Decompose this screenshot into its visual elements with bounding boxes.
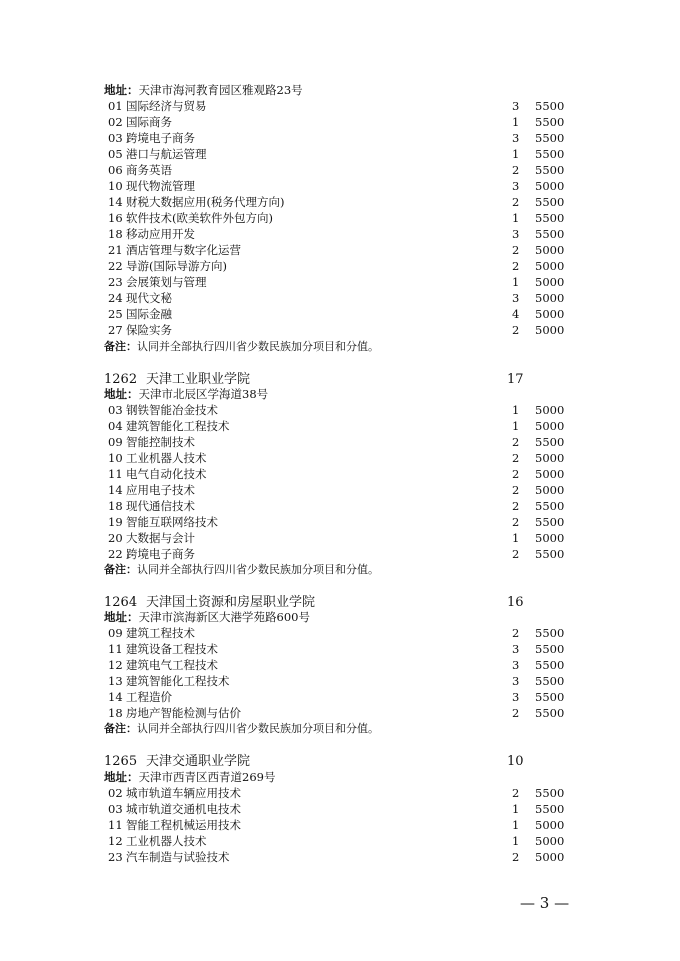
school-address — [104, 609, 310, 625]
major-code: 11 — [108, 642, 123, 656]
major-row — [0, 498, 680, 514]
major-code: 14 — [108, 195, 123, 209]
major-row — [0, 530, 680, 546]
major-code: 02 — [108, 115, 123, 129]
major-fee: 5500 — [535, 99, 565, 113]
major-count: 3 — [512, 99, 520, 113]
major-count: 2 — [512, 451, 520, 465]
major-code: 06 — [108, 163, 123, 177]
major-count: 4 — [512, 307, 520, 321]
major-code: 27 — [108, 323, 123, 337]
major-count: 2 — [512, 706, 520, 720]
school-code: 1265 — [104, 754, 138, 769]
major-name: 跨境电子商务 — [126, 547, 195, 561]
major-fee: 5000 — [535, 531, 565, 545]
major-count: 1 — [512, 834, 520, 848]
major-count: 3 — [512, 658, 520, 672]
major-code: 03 — [108, 131, 123, 145]
major-row — [0, 322, 680, 338]
major-fee: 5500 — [535, 547, 565, 561]
major-code: 14 — [108, 483, 123, 497]
school-total: 16 — [507, 595, 524, 610]
note-text: 认同并全部执行四川省少数民族加分项目和分值。 — [137, 340, 379, 353]
major-count: 2 — [512, 850, 520, 864]
school-address — [104, 386, 268, 402]
major-count: 1 — [512, 115, 520, 129]
school-note — [104, 339, 379, 355]
major-name: 钢铁智能冶金技术 — [126, 403, 218, 417]
major-name: 大数据与会计 — [126, 531, 195, 545]
major-row — [0, 130, 680, 146]
major-row — [0, 625, 680, 641]
major-row — [0, 785, 680, 801]
major-code: 18 — [108, 227, 123, 241]
major-row — [0, 657, 680, 673]
major-row — [0, 306, 680, 322]
major-row — [0, 210, 680, 226]
major-row — [0, 98, 680, 114]
major-name: 智能控制技术 — [126, 435, 195, 449]
major-name: 国际金融 — [126, 307, 172, 321]
major-fee: 5000 — [535, 259, 565, 273]
major-row — [0, 242, 680, 258]
major-count: 1 — [512, 419, 520, 433]
major-row — [0, 817, 680, 833]
major-code: 22 — [108, 259, 123, 273]
major-code: 03 — [108, 403, 123, 417]
major-fee: 5500 — [535, 211, 565, 225]
major-fee: 5500 — [535, 786, 565, 800]
major-name: 商务英语 — [126, 163, 172, 177]
major-fee: 5500 — [535, 435, 565, 449]
page-number: — 3 — — [520, 894, 570, 912]
major-count: 2 — [512, 499, 520, 513]
major-fee: 5000 — [535, 483, 565, 497]
major-row — [0, 849, 680, 865]
school-name: 天津交通职业学院 — [146, 754, 251, 769]
major-count: 2 — [512, 163, 520, 177]
address-text: 天津市滨海新区大港学苑路600号 — [138, 610, 310, 624]
major-fee: 5000 — [535, 818, 565, 832]
major-code: 05 — [108, 147, 123, 161]
major-row — [0, 466, 680, 482]
major-name: 城市轨道交通机电技术 — [126, 802, 241, 816]
major-code: 18 — [108, 499, 123, 513]
major-code: 09 — [108, 435, 123, 449]
major-row — [0, 402, 680, 418]
major-name: 港口与航运管理 — [126, 147, 207, 161]
major-code: 10 — [108, 451, 123, 465]
major-fee: 5000 — [535, 834, 565, 848]
major-name: 建筑智能化工程技术 — [126, 419, 230, 433]
major-fee: 5500 — [535, 115, 565, 129]
major-fee: 5500 — [535, 626, 565, 640]
major-code: 12 — [108, 658, 123, 672]
major-fee: 5500 — [535, 195, 565, 209]
major-count: 2 — [512, 626, 520, 640]
major-name: 移动应用开发 — [126, 227, 195, 241]
major-fee: 5000 — [535, 403, 565, 417]
major-name: 国际商务 — [126, 115, 172, 129]
major-row — [0, 418, 680, 434]
major-count: 2 — [512, 435, 520, 449]
major-name: 酒店管理与数字化运营 — [126, 243, 241, 257]
major-fee: 5500 — [535, 515, 565, 529]
major-row — [0, 274, 680, 290]
major-code: 16 — [108, 211, 123, 225]
major-code: 04 — [108, 419, 123, 433]
major-count: 1 — [512, 403, 520, 417]
major-code: 01 — [108, 99, 123, 113]
major-fee: 5500 — [535, 802, 565, 816]
note-text: 认同并全部执行四川省少数民族加分项目和分值。 — [137, 563, 379, 576]
major-count: 3 — [512, 690, 520, 704]
major-name: 建筑智能化工程技术 — [126, 674, 230, 688]
major-fee: 5000 — [535, 243, 565, 257]
major-fee: 5000 — [535, 323, 565, 337]
major-code: 13 — [108, 674, 123, 688]
major-fee: 5000 — [535, 467, 565, 481]
major-count: 3 — [512, 227, 520, 241]
school-note — [104, 562, 379, 578]
major-row — [0, 194, 680, 210]
major-count: 2 — [512, 786, 520, 800]
major-fee: 5500 — [535, 163, 565, 177]
major-fee: 5500 — [535, 147, 565, 161]
school-address — [104, 82, 303, 98]
address-label: 地址： — [104, 387, 139, 401]
address-label: 地址： — [104, 770, 139, 784]
major-row — [0, 705, 680, 721]
major-fee: 5000 — [535, 307, 565, 321]
major-fee: 5000 — [535, 291, 565, 305]
major-fee: 5500 — [535, 674, 565, 688]
major-count: 3 — [512, 179, 520, 193]
major-name: 汽车制造与试验技术 — [126, 850, 230, 864]
major-row — [0, 546, 680, 562]
major-row — [0, 482, 680, 498]
major-count: 3 — [512, 291, 520, 305]
major-name: 城市轨道车辆应用技术 — [126, 786, 241, 800]
major-name: 智能互联网络技术 — [126, 515, 218, 529]
major-fee: 5500 — [535, 690, 565, 704]
major-name: 保险实务 — [126, 323, 172, 337]
major-code: 12 — [108, 834, 123, 848]
major-row — [0, 801, 680, 817]
major-count: 3 — [512, 642, 520, 656]
major-name: 工程造价 — [126, 690, 172, 704]
major-fee: 5500 — [535, 642, 565, 656]
major-code: 18 — [108, 706, 123, 720]
major-code: 23 — [108, 850, 123, 864]
major-count: 1 — [512, 818, 520, 832]
major-fee: 5500 — [535, 499, 565, 513]
major-row — [0, 641, 680, 657]
major-name: 财税大数据应用(税务代理方向) — [126, 195, 285, 209]
school-total: 10 — [507, 754, 524, 769]
major-row — [0, 514, 680, 530]
major-name: 现代文秘 — [126, 291, 172, 305]
major-name: 国际经济与贸易 — [126, 99, 207, 113]
address-text: 天津市西青区西青道269号 — [138, 770, 276, 784]
major-count: 1 — [512, 802, 520, 816]
major-row — [0, 434, 680, 450]
major-name: 会展策划与管理 — [126, 275, 207, 289]
note-text: 认同并全部执行四川省少数民族加分项目和分值。 — [137, 722, 379, 735]
major-name: 电气自动化技术 — [126, 467, 207, 481]
major-code: 09 — [108, 626, 123, 640]
major-count: 1 — [512, 531, 520, 545]
major-count: 2 — [512, 515, 520, 529]
note-label: 备注： — [104, 722, 137, 735]
major-fee: 5500 — [535, 658, 565, 672]
school-name: 天津工业职业学院 — [146, 372, 251, 387]
note-label: 备注： — [104, 563, 137, 576]
major-code: 20 — [108, 531, 123, 545]
major-name: 跨境电子商务 — [126, 131, 195, 145]
major-fee: 5000 — [535, 179, 565, 193]
major-code: 21 — [108, 243, 123, 257]
major-row — [0, 258, 680, 274]
major-name: 智能工程机械运用技术 — [126, 818, 241, 832]
major-name: 软件技术(欧美软件外包方向) — [126, 211, 273, 225]
major-fee: 5500 — [535, 227, 565, 241]
major-name: 应用电子技术 — [126, 483, 195, 497]
major-row — [0, 290, 680, 306]
major-name: 工业机器人技术 — [126, 451, 207, 465]
school-code: 1262 — [104, 372, 138, 387]
major-fee: 5500 — [535, 706, 565, 720]
major-count: 2 — [512, 467, 520, 481]
major-code: 03 — [108, 802, 123, 816]
major-row — [0, 178, 680, 194]
major-fee: 5000 — [535, 419, 565, 433]
major-code: 25 — [108, 307, 123, 321]
major-name: 导游(国际导游方向) — [126, 259, 227, 273]
school-address — [104, 769, 275, 785]
major-row — [0, 162, 680, 178]
school-name: 天津国土资源和房屋职业学院 — [146, 595, 316, 610]
major-count: 2 — [512, 259, 520, 273]
major-fee: 5000 — [535, 850, 565, 864]
address-text: 天津市北辰区学海道38号 — [138, 387, 269, 401]
major-row — [0, 226, 680, 242]
major-count: 1 — [512, 147, 520, 161]
major-name: 建筑工程技术 — [126, 626, 195, 640]
major-count: 3 — [512, 674, 520, 688]
major-code: 14 — [108, 690, 123, 704]
major-name: 建筑电气工程技术 — [126, 658, 218, 672]
major-row — [0, 833, 680, 849]
major-name: 房地产智能检测与估价 — [126, 706, 241, 720]
major-code: 10 — [108, 179, 123, 193]
school-total: 17 — [507, 372, 524, 387]
major-count: 2 — [512, 195, 520, 209]
major-fee: 5500 — [535, 131, 565, 145]
note-label: 备注： — [104, 340, 137, 353]
major-count: 2 — [512, 483, 520, 497]
major-row — [0, 673, 680, 689]
major-name: 建筑设备工程技术 — [126, 642, 218, 656]
school-code: 1264 — [104, 595, 138, 610]
major-row — [0, 146, 680, 162]
major-row — [0, 689, 680, 705]
address-label: 地址： — [104, 610, 139, 624]
address-text: 天津市海河教育园区雅观路23号 — [138, 83, 303, 97]
major-code: 23 — [108, 275, 123, 289]
address-label: 地址： — [104, 83, 139, 97]
major-count: 3 — [512, 131, 520, 145]
major-code: 11 — [108, 467, 123, 481]
major-code: 22 — [108, 547, 123, 561]
major-code: 02 — [108, 786, 123, 800]
major-count: 1 — [512, 275, 520, 289]
major-fee: 5000 — [535, 451, 565, 465]
major-count: 2 — [512, 323, 520, 337]
major-code: 24 — [108, 291, 123, 305]
major-row — [0, 114, 680, 130]
school-note — [104, 721, 379, 737]
major-fee: 5000 — [535, 275, 565, 289]
major-name: 工业机器人技术 — [126, 834, 207, 848]
major-code: 19 — [108, 515, 123, 529]
major-name: 现代物流管理 — [126, 179, 195, 193]
major-count: 2 — [512, 243, 520, 257]
major-name: 现代通信技术 — [126, 499, 195, 513]
major-code: 11 — [108, 818, 123, 832]
major-row — [0, 450, 680, 466]
major-count: 1 — [512, 211, 520, 225]
major-count: 2 — [512, 547, 520, 561]
